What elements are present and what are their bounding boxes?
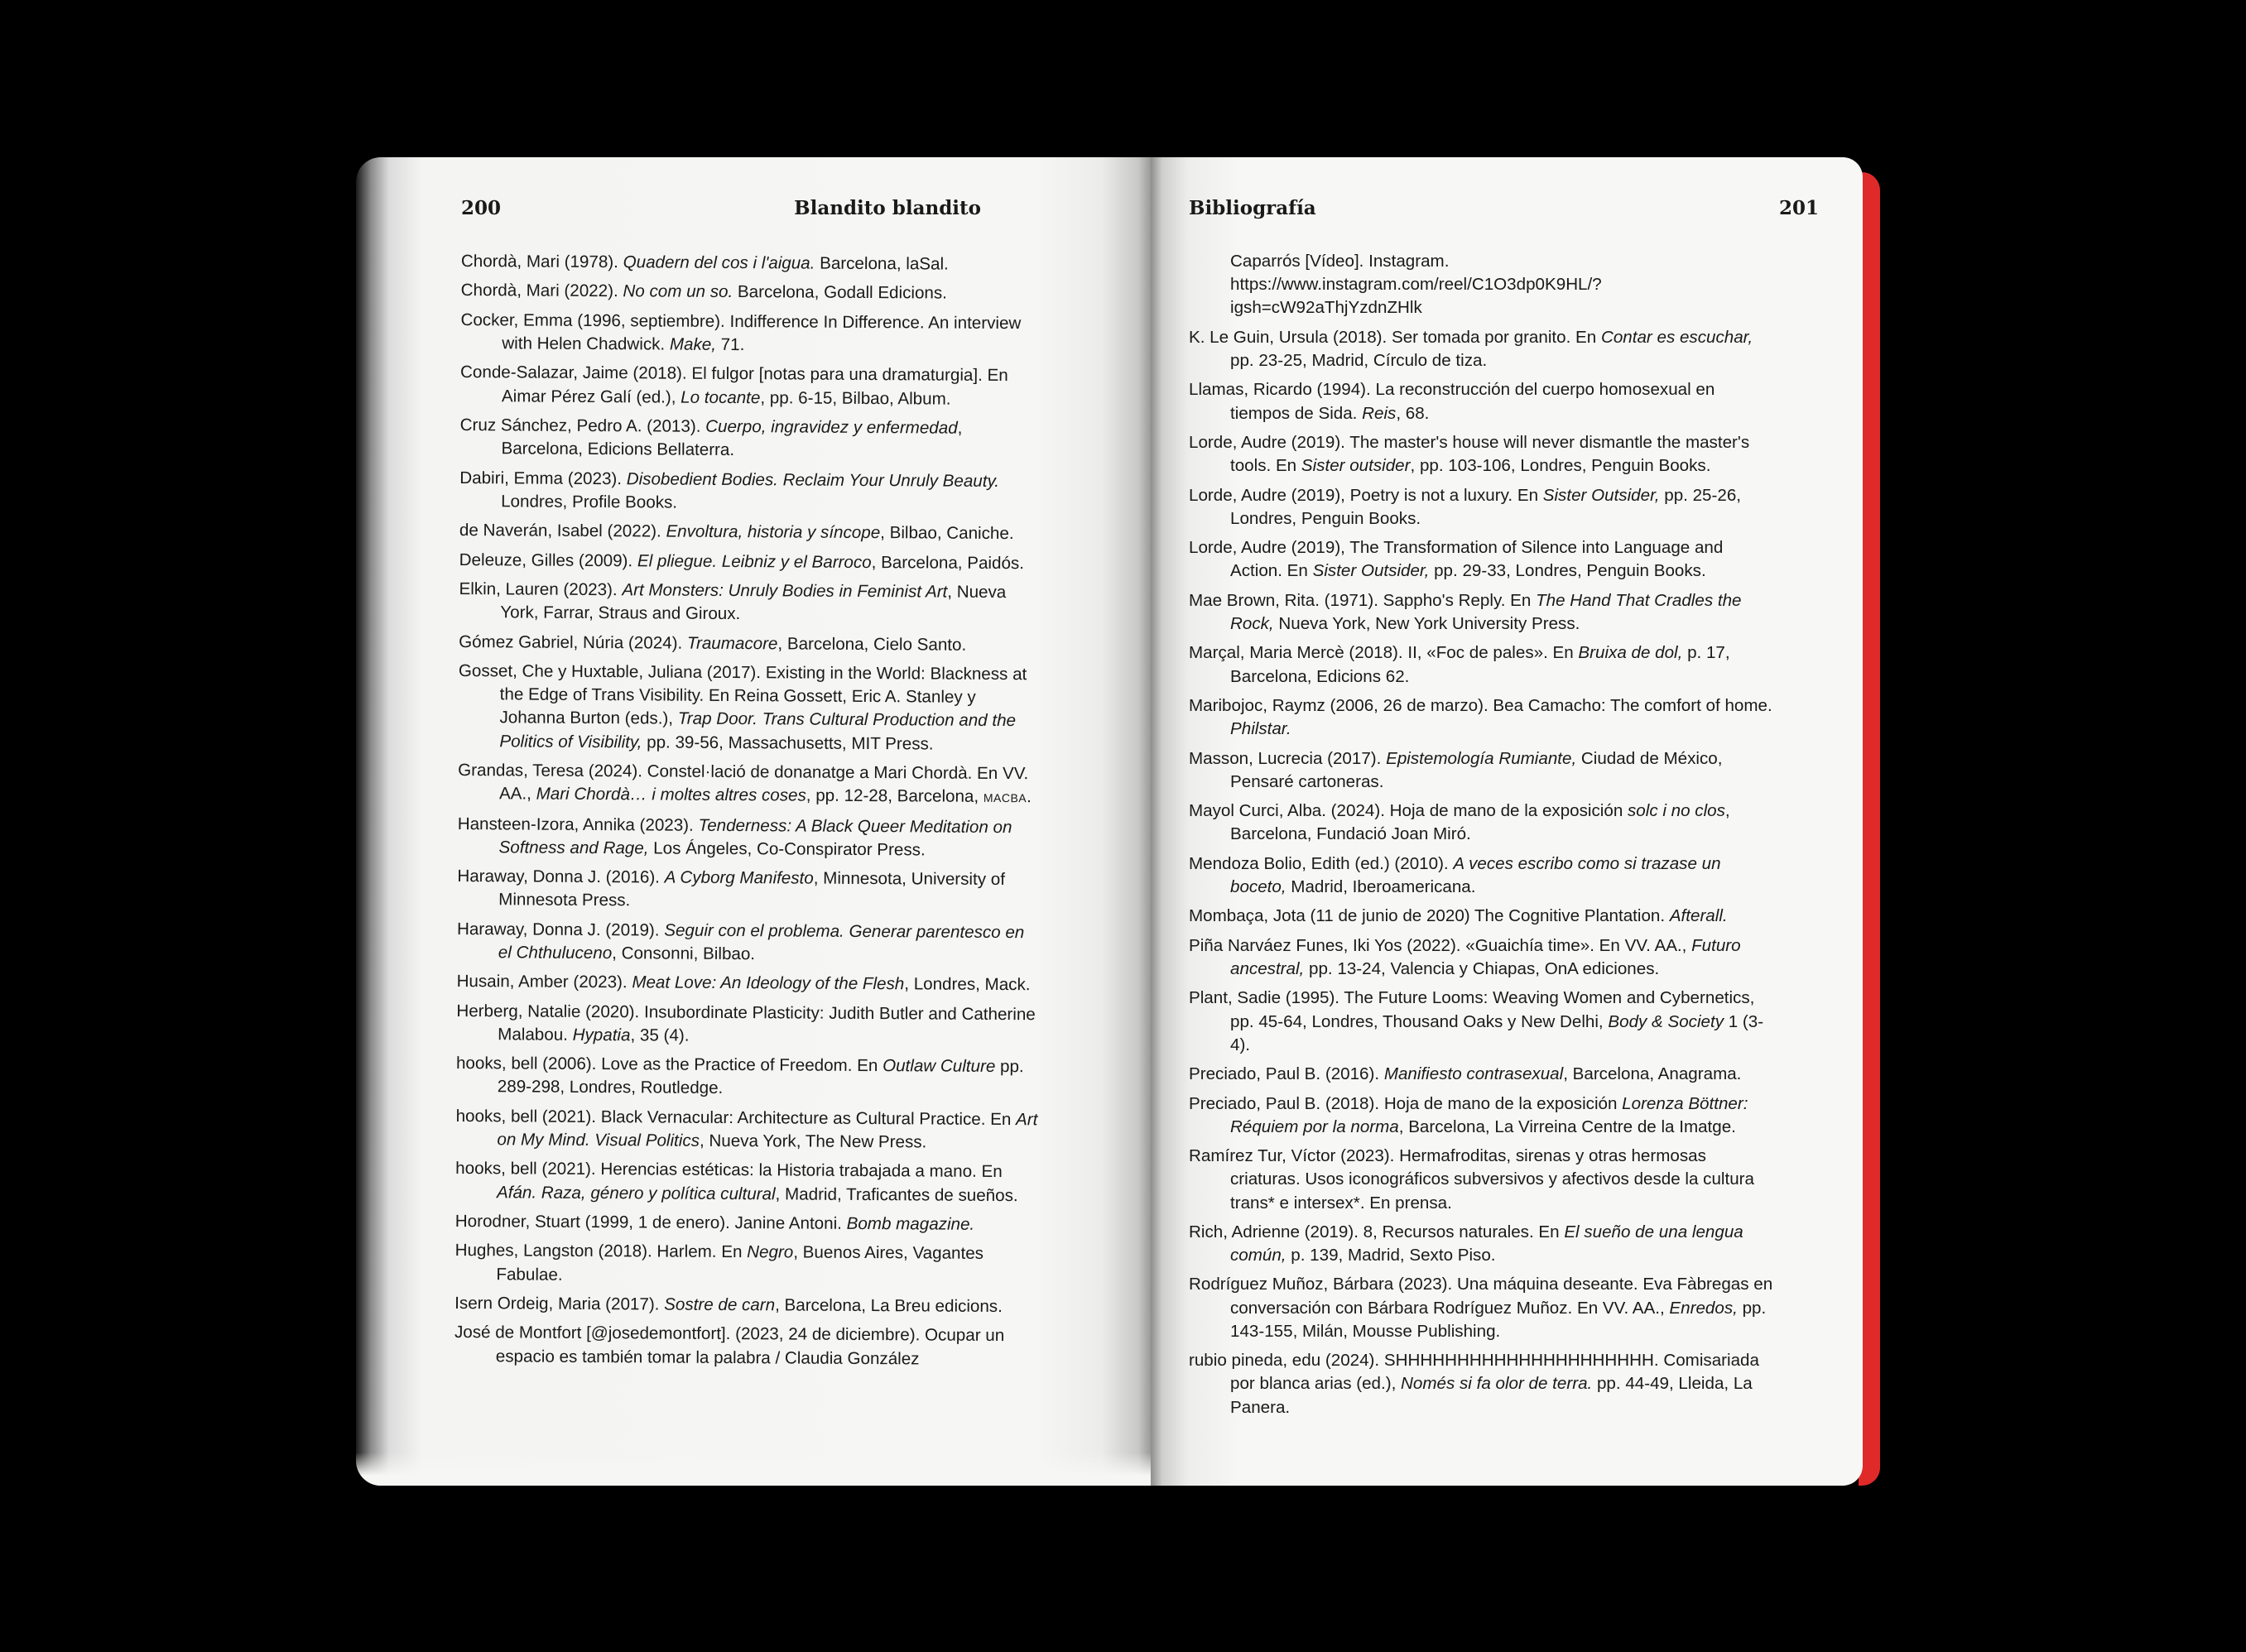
entry-text: pp. 39-56, Massachusetts, MIT Press. [642, 732, 934, 754]
entry-text: Londres, Profile Books. [501, 492, 678, 512]
bibliography-entry [1189, 852, 1777, 899]
entry-title: Trap Door. Trans Cultural Production and the Politics of Visibility, [499, 708, 1017, 752]
entry-title: Sister Outsider, [1312, 561, 1430, 581]
bibliography-entry [1189, 431, 1777, 478]
entry-text: rubio pineda, edu (2024). SHHHHHHHHHHHHHHHHHHHHH. Comisariada por blanca arias (ed.), [1189, 1351, 1759, 1394]
entry-title: Contar es escuchar, [1600, 327, 1753, 347]
entry-text: Deleuze, Gilles (2009). [459, 550, 637, 570]
entry-text: hooks, bell (2006). Love as the Practice of Freedom. En [455, 1054, 883, 1076]
entry-text: Hansteen-Izora, Annika (2023). [457, 814, 699, 835]
bibliography-entry [460, 309, 1044, 359]
entry-text: , 35 (4). [630, 1025, 690, 1045]
bibliography-entry [457, 918, 1041, 968]
bibliography-entry [460, 361, 1044, 411]
entry-title: A Cyborg Manifesto [664, 867, 814, 888]
entry-text: 1 (3-4). [1230, 1011, 1764, 1054]
bibliography-entry [1189, 1063, 1777, 1086]
entry-text: Hughes, Langston (2018). Harlem. En [454, 1241, 748, 1262]
bibliography-entry [1189, 326, 1777, 372]
entry-text: Dabiri, Emma (2023). [459, 468, 627, 488]
entry-title: A veces escribo como si trazase un boceto, [1230, 853, 1721, 896]
entry-text: 71. [715, 334, 745, 355]
entry-text: Madrid, Iberoamericana. [1286, 876, 1476, 896]
entry-text: Masson, Lucrecia (2017). [1189, 748, 1387, 768]
entry-text: , Barcelona, Anagrama. [1563, 1064, 1742, 1084]
entry-text: , Minnesota, University of Minnesota Press. [498, 868, 1006, 910]
entry-text: , Nueva York, The New Press. [699, 1131, 927, 1152]
entry-title: Sister outsider [1301, 456, 1411, 476]
entry-text: , Barcelona, Paidós. [871, 552, 1025, 573]
entry-text: Lorde, Audre (2019). The master's house will never dismantle the master's tools. En [1189, 432, 1750, 476]
bibliography-entry [461, 250, 1045, 277]
entry-text: Preciado, Paul B. (2016). [1189, 1064, 1384, 1084]
bibliography-entry [1189, 905, 1777, 928]
bibliography-entry [1189, 694, 1777, 741]
entry-text: pp. 289-298, Londres, Routledge. [497, 1057, 1024, 1098]
bibliography-entry [461, 279, 1045, 306]
entry-title: Negro [747, 1242, 794, 1262]
bibliography-entry [459, 631, 1042, 658]
bibliography-entry [454, 1321, 1038, 1371]
entry-text: Nueva York, New York University Press. [1273, 613, 1580, 633]
entry-text: Elkin, Lauren (2023). [459, 579, 623, 600]
entry-title: Tenderness: A Black Queer Meditation on Softness and Rage, [498, 815, 1012, 858]
entry-title: Epistemología Rumiante, [1386, 748, 1577, 768]
entry-text: K. Le Guin, Ursula (2018). Ser tomada por granito. En [1189, 327, 1601, 347]
entry-text: , pp. 12-28, Barcelona, [806, 785, 984, 806]
entry-text: Chordà, Mari (1978). [460, 251, 623, 272]
entry-title: Bruixa de dol, [1578, 643, 1683, 663]
entry-text: Mombaça, Jota (11 de junio de 2020) The Cognitive Plantation. [1189, 906, 1670, 926]
entry-text: Isern Ordeig, Maria (2017). [454, 1294, 665, 1314]
page-bottom-shadow [356, 1453, 1151, 1486]
bibliography-entry [1189, 1349, 1777, 1419]
entry-text: , Londres, Mack. [904, 974, 1031, 995]
bibliography-entry [459, 578, 1042, 628]
entry-text: de Naverán, Isabel (2022). [459, 521, 666, 541]
entry-text: hooks, bell (2021). Herencias estéticas: la Historia trabajada a mano. En [455, 1159, 1003, 1182]
entry-text: , Consonni, Bilbao. [612, 944, 756, 964]
entry-text: , Barcelona, Fundació Joan Miró. [1230, 801, 1730, 844]
page-number-right: 201 [1778, 197, 1819, 219]
entry-text: , Barcelona, La Breu edicions. [775, 1295, 1003, 1317]
entry-title: El pliegue. Leibniz y el Barroco [637, 550, 872, 572]
entry-title: Futuro ancestral, [1230, 935, 1741, 978]
bibliography-list-left [454, 250, 1045, 1377]
entry-text: , Bilbao, Caniche. [880, 523, 1014, 544]
bibliography-entry [1189, 800, 1777, 846]
bibliography-entry [459, 467, 1043, 517]
entry-text: Los Ángeles, Co-Conspirator Press. [648, 838, 926, 860]
entry-title: Lo tocante [681, 387, 761, 407]
bibliography-entry [457, 865, 1041, 915]
entry-title: No com un so. [623, 281, 733, 302]
bibliography-entry [458, 660, 1042, 756]
page-number-left: 200 [461, 197, 502, 219]
entry-text: Chordà, Mari (2022). [460, 281, 623, 301]
right-page [1151, 157, 1863, 1486]
entry-text: Ramírez Tur, Víctor (2023). Hermafroditas, sirenas y otras hermosas criaturas. Usos iconográficos subversivos y afectivos desde la cultura trans* e intersex*. En prensa. [1189, 1146, 1754, 1213]
bibliography-entry [1189, 747, 1777, 794]
entry-title: Seguir con el problema. Generar parentesco en el Chthuluceno [498, 920, 1025, 963]
entry-text: Preciado, Paul B. (2018). Hoja de mano de la exposición [1189, 1093, 1623, 1113]
bibliography-entry [1189, 1221, 1777, 1267]
entry-text: Cocker, Emma (1996, septiembre). Indifference In Difference. An interview with Helen Chadwick. [460, 310, 1022, 354]
entry-title: Sister Outsider, [1542, 485, 1660, 505]
entry-title: Envoltura, historia y síncope [666, 521, 881, 543]
entry-text: , Barcelona, La Virreina Centre de la Imatge. [1398, 1117, 1736, 1136]
bibliography-entry [454, 1292, 1038, 1319]
entry-text: . [1027, 787, 1032, 807]
bibliography-list-right [1189, 250, 1777, 1425]
entry-text: pp. 29-33, Londres, Penguin Books. [1429, 561, 1706, 581]
bibliography-entry [1189, 1093, 1777, 1139]
entry-text: Haraway, Donna J. (2019). [456, 919, 665, 940]
entry-text: pp. 143-155, Milán, Mousse Publishing. [1230, 1298, 1767, 1341]
bibliography-entry [456, 1000, 1040, 1050]
entry-text: , Barcelona, Cielo Santo. [777, 633, 967, 655]
entry-title: Bomb magazine. [846, 1213, 975, 1234]
bibliography-entry [1189, 484, 1777, 531]
entry-text: , Barcelona, Edicions Bellaterra. [501, 418, 963, 460]
entry-text: pp. 25-26, Londres, Penguin Books. [1230, 485, 1741, 528]
entry-title: Sostre de carn [664, 1294, 776, 1315]
entry-title: Enredos, [1669, 1298, 1738, 1318]
bibliography-entry [1189, 589, 1777, 636]
entry-text: , pp. 6-15, Bilbao, Album. [760, 387, 951, 409]
running-title-right: Bibliografía [1189, 197, 1316, 219]
entry-text: Lorde, Audre (2019), The Transformation of Silence into Language and Action. En [1189, 538, 1724, 581]
bibliography-entry [456, 1052, 1040, 1102]
entry-title: Cuerpo, ingravidez y enfermedad [705, 416, 958, 438]
entry-text: Mae Brown, Rita. (1971). Sappho's Reply. En [1189, 590, 1537, 610]
entry-title: Afán. Raza, género y política cultural [496, 1182, 776, 1204]
entry-title: Art Monsters: Unruly Bodies in Feminist Art [622, 580, 948, 602]
bibliography-entry [458, 759, 1041, 810]
entry-text: Husain, Amber (2023). [456, 972, 632, 992]
entry-title: solc i no clos [1628, 801, 1725, 821]
entry-title: Outlaw Culture [883, 1056, 996, 1077]
bibliography-entry [1189, 1273, 1777, 1343]
entry-text: Lorde, Audre (2019), Poetry is not a luxury. En [1189, 485, 1543, 505]
bibliography-entry [455, 1105, 1039, 1155]
entry-text: Rich, Adrienne (2019). 8, Recursos naturales. En [1189, 1222, 1565, 1241]
entry-title: Make, [669, 334, 717, 354]
entry-title: The Hand That Cradles the Rock, [1230, 590, 1742, 633]
entry-text: Haraway, Donna J. (2016). [457, 867, 665, 887]
entry-text: pp. 44-49, Lleida, La Panera. [1230, 1374, 1753, 1417]
bibliography-entry [459, 519, 1043, 546]
bibliography-entry [1189, 641, 1777, 688]
entry-text: Llamas, Ricardo (1994). La reconstrucción del cuerpo homosexual en tiempos de Sida. [1189, 380, 1715, 423]
bibliography-entry [455, 1157, 1039, 1208]
entry-title: Art on My Mind. Visual Politics [497, 1109, 1038, 1150]
bibliography-entry [1189, 987, 1777, 1057]
bibliography-entry [458, 813, 1041, 863]
entry-text: Mayol Curci, Alba. (2024). Hoja de mano de la exposición [1189, 801, 1628, 821]
entry-text: Plant, Sadie (1995). The Future Looms: Weaving Women and Cybernetics, pp. 45-64, Londres, Thousand Oaks y New Delhi, [1189, 988, 1755, 1031]
bibliography-entry [1189, 1145, 1777, 1215]
bibliography-entry [455, 1210, 1039, 1237]
entry-title: Body & Society [1608, 1011, 1724, 1031]
bibliography-entry [1189, 378, 1777, 425]
entry-title: Lorenza Böttner: Réquiem por la norma [1230, 1093, 1748, 1136]
entry-title: Reis [1362, 403, 1397, 423]
entry-title: Traumacore [686, 633, 778, 653]
entry-text: p. 139, Madrid, Sexto Piso. [1286, 1246, 1496, 1265]
left-page [356, 157, 1151, 1486]
bibliography-entry [454, 1239, 1038, 1289]
entry-text: José de Montfort [@josedemontfort]. (2023, 24 de diciembre). Ocupar un espacio es también tomar la palabra / Claudia González [454, 1323, 1005, 1369]
running-title-left: Blandito blandito [794, 197, 981, 219]
entry-text: , Buenos Aires, Vagantes Fabulae. [496, 1242, 984, 1285]
entry-title: Manifiesto contrasexual [1383, 1064, 1564, 1084]
entry-text: hooks, bell (2021). Black Vernacular: Architecture as Cultural Practice. En [455, 1106, 1017, 1129]
entry-text: Rodríguez Muñoz, Bárbara (2023). Una máquina deseante. Eva Fàbregas en conversación con Bárbara Rodríguez Muñoz. En VV. AA., [1189, 1275, 1773, 1318]
entry-title: Només si fa olor de terra. [1401, 1374, 1593, 1394]
entry-text: Grandas, Teresa (2024). Constel·lació de donanatge a Mari Chordà. En VV. AA., [458, 760, 1029, 804]
entry-title: Hypatia [572, 1025, 631, 1045]
entry-text: Marçal, Maria Mercè (2018). II, «Foc de pales». En [1189, 643, 1579, 663]
entry-text: Maribojoc, Raymz (2006, 26 de marzo). Bea Camacho: The comfort of home. [1189, 695, 1772, 715]
bibliography-entry [1189, 250, 1777, 320]
bibliography-entry [459, 414, 1043, 464]
entry-title: Philstar. [1230, 719, 1291, 739]
entry-text: p. 17, Barcelona, Edicions 62. [1230, 643, 1730, 686]
entry-smallcaps: MACBA [983, 790, 1027, 805]
entry-title: Quadern del cos i l'aigua. [623, 252, 815, 273]
entry-text: , Madrid, Traficantes de sueños. [775, 1184, 1018, 1205]
open-book [356, 157, 1896, 1486]
entry-text: , pp. 103-106, Londres, Penguin Books. [1410, 456, 1711, 476]
entry-text: Barcelona, Godall Edicions. [733, 282, 947, 303]
entry-title: El sueño de una lengua común, [1230, 1222, 1743, 1265]
entry-text: pp. 23-25, Madrid, Círculo de tiza. [1230, 351, 1488, 370]
entry-title: Meat Love: An Ideology of the Flesh [632, 972, 905, 994]
entry-text: Horodner, Stuart (1999, 1 de enero). Janine Antoni. [454, 1212, 847, 1233]
bibliography-entry [457, 970, 1041, 997]
entry-text: Ciudad de México, Pensaré cartoneras. [1230, 748, 1723, 791]
entry-title: Mari Chordà… i moltes altres coses [536, 784, 806, 805]
entry-title: Disobedient Bodies. Reclaim Your Unruly Beauty. [626, 468, 1000, 491]
entry-text: , 68. [1396, 403, 1430, 423]
bibliography-entry [459, 549, 1043, 576]
entry-text: Caparrós [Vídeo]. Instagram. https://www.instagram.com/reel/C1O3dp0K9HL/?igsh=cW92aThjYzdnZHlk [1230, 252, 1602, 318]
entry-text: Conde-Salazar, Jaime (2018). El fulgor [notas para una dramaturgia]. En Aimar Pérez Galí (ed.), [460, 363, 1008, 407]
entry-text: Mendoza Bolio, Edith (ed.) (2010). [1189, 853, 1454, 873]
bibliography-entry [1189, 934, 1777, 981]
entry-text: pp. 13-24, Valencia y Chiapas, OnA ediciones. [1304, 958, 1660, 978]
entry-text: Gómez Gabriel, Núria (2024). [459, 632, 688, 653]
entry-text: , Nueva York, Farrar, Straus and Giroux. [500, 582, 1007, 624]
entry-text: Barcelona, laSal. [815, 253, 949, 274]
bibliography-entry [1189, 536, 1777, 583]
entry-title: Afterall. [1669, 906, 1728, 926]
entry-text: Piña Narváez Funes, Iki Yos (2022). «Guaichía time». En VV. AA., [1189, 935, 1692, 955]
entry-text: Gosset, Che y Huxtable, Juliana (2017). Existing in the World: Blackness at the Edge of Trans Visibility. En Reina Gossett, Eric A. Stanley y Johanna Burton (eds.), [458, 660, 1027, 728]
entry-text: Cruz Sánchez, Pedro A. (2013). [459, 415, 706, 436]
entry-text: Herberg, Natalie (2020). Insubordinate Plasticity: Judith Butler and Catherine Malabou. [456, 1001, 1036, 1045]
